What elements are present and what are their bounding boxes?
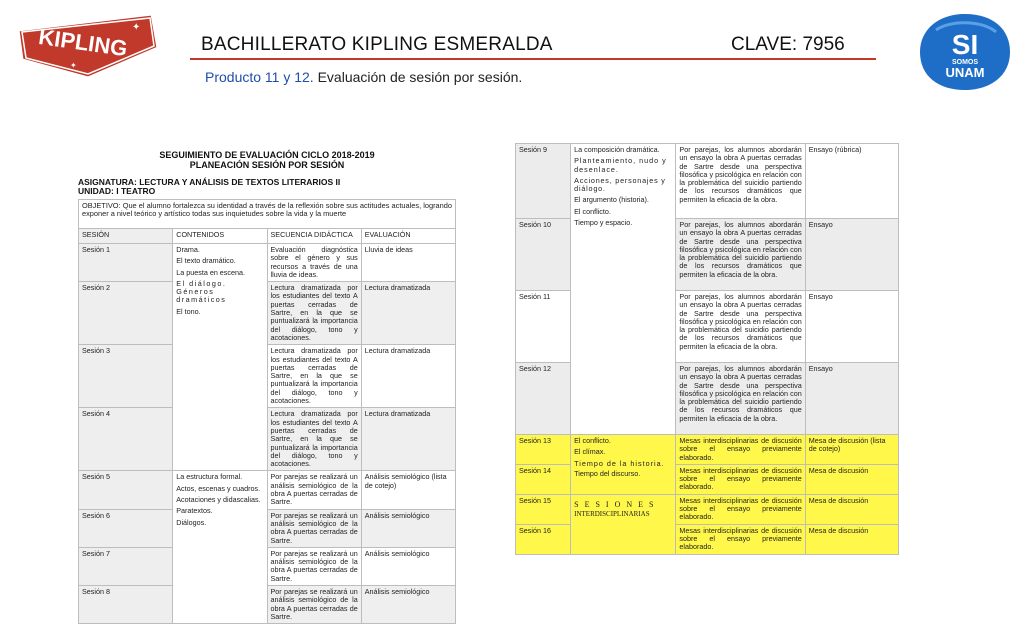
session-name: Sesión 1 [79, 244, 173, 282]
content-line: INTERDISCIPLINARIAS [574, 510, 650, 519]
product-subtitle [205, 69, 522, 85]
session-name: Sesión 10 [516, 219, 571, 291]
col-header-session: SESIÓN [79, 229, 173, 244]
content-line: La composición dramática. [574, 145, 660, 154]
sequence-cell: Por parejas, los alumnos abordarán un ensayo la obra A puertas cerradas de Sartre desde una perspectiva filosófica y psicológica en relación con la problemática del suicidio partiendo de los recursos dramáticos que permiten la eficacia de la obra. [676, 363, 805, 435]
planning-document-left [78, 150, 456, 624]
content-line: La estructura formal. [176, 472, 243, 482]
evaluation-cell: Análisis semiológico [361, 509, 455, 547]
content-line: Actos, escenas y cuadros. [176, 483, 261, 493]
sequence-cell: Lectura dramatizada por los estudiantes del texto A puertas cerradas de Sartre, en la que se puntualizará la importancia del diálogo, tono y acotaciones. [267, 408, 361, 471]
doc-unidad: UNIDAD: I TEATRO [78, 186, 156, 196]
evaluation-cell: Análisis semiológico [361, 547, 455, 585]
evaluation-cell: Lectura dramatizada [361, 408, 455, 471]
contents-cell [173, 471, 267, 624]
sessions-table-left [78, 199, 456, 624]
unam-logo-unam: UNAM [945, 65, 985, 80]
sequence-cell: Por parejas, los alumnos abordarán un ensayo la obra A puertas cerradas de Sartre desde una perspectiva filosófica y psicológica en relación con la problemática del suicidio partiendo de los recursos dramáticos que permiten la eficacia de la obra. [676, 144, 805, 219]
evaluation-cell: Ensayo (rúbrica) [805, 144, 898, 219]
session-name: Sesión 8 [79, 585, 173, 623]
col-header-contents: CONTENIDOS [173, 229, 267, 244]
content-line: El conflicto. [574, 436, 611, 445]
unam-logo-si: SI [951, 29, 979, 60]
evaluation-cell: Mesa de discusión [805, 464, 898, 494]
evaluation-cell: Ensayo [805, 363, 898, 435]
contents-cell [571, 494, 676, 554]
session-name: Sesión 4 [79, 408, 173, 471]
doc-title-2: PLANEACIÓN SESIÓN POR SESIÓN [189, 160, 345, 170]
evaluation-cell: Lluvia de ideas [361, 244, 455, 282]
doc-title-1: SEGUIMIENTO DE EVALUACIÓN CICLO 2018-2019 [159, 150, 375, 160]
doc-asignatura: ASIGNATURA: LECTURA Y ANÁLISIS DE TEXTOS LITERARIOS II [78, 177, 341, 187]
session-name: Sesión 6 [79, 509, 173, 547]
unam-logo-somos: SOMOS [951, 59, 979, 66]
unam-logo [916, 10, 1014, 94]
kipling-logo-text: KIPLING [37, 23, 129, 62]
product-description: Evaluación de sesión por sesión. [313, 69, 523, 85]
sequence-cell: Mesas interdisciplinarias de discusión sobre el ensayo previamente elaborado. [676, 494, 805, 524]
content-line: Diálogos. [176, 517, 207, 527]
content-line: El texto dramático. [176, 256, 236, 266]
session-name: Sesión 12 [516, 363, 571, 435]
content-line: El conflicto. [574, 206, 611, 216]
sequence-cell: Mesas interdisciplinarias de discusión sobre el ensayo previamente elaborado. [676, 464, 805, 494]
content-line: Drama. [176, 245, 200, 254]
sequence-cell: Lectura dramatizada por los estudiantes del texto A puertas cerradas de Sartre, en la que se puntualizará la importancia del diálogo, tono y acotaciones. [267, 282, 361, 345]
evaluation-cell: Mesa de discusión (lista de cotejo) [805, 435, 898, 465]
evaluation-cell: Lectura dramatizada [361, 345, 455, 408]
sequence-cell: Evaluación diagnóstica sobre el género y sus recursos a través de una lluvia de ideas. [267, 244, 361, 282]
evaluation-cell: Ensayo [805, 219, 898, 291]
session-name: Sesión 15 [516, 494, 571, 524]
session-name: Sesión 14 [516, 464, 571, 494]
col-header-sequence: SECUENCIA DIDÁCTICA [267, 229, 361, 244]
content-line: Tiempo de la historia. [574, 458, 665, 468]
evaluation-cell: Análisis semiológico [361, 585, 455, 623]
session-name: Sesión 11 [516, 291, 571, 363]
content-line: El diálogo. Géneros dramáticos [176, 278, 227, 305]
content-line: La puesta en escena. [176, 267, 245, 277]
sequence-cell: Por parejas se realizará un análisis semiológico de la obra A puertas cerradas de Sartre. [267, 547, 361, 585]
col-header-evaluation: EVALUACIÓN [361, 229, 455, 244]
evaluation-cell: Ensayo [805, 291, 898, 363]
header-divider [190, 58, 876, 60]
content-line: El argumento (historia). [574, 195, 649, 205]
content-line: Tiempo y espacio. [574, 218, 633, 228]
content-line: Tiempo del discurso. [574, 468, 641, 478]
sequence-cell: Por parejas se realizará un análisis semiológico de la obra A puertas cerradas de Sartre. [267, 509, 361, 547]
planning-document-right [515, 143, 899, 555]
sequence-cell: Por parejas, los alumnos abordarán un ensayo la obra A puertas cerradas de Sartre desde una perspectiva filosófica y psicológica en relación con la problemática del suicidio partiendo de los recursos dramáticos que permiten la eficacia de la obra. [676, 219, 805, 291]
evaluation-cell: Análisis semiológico (lista de cotejo) [361, 471, 455, 509]
evaluation-cell: Lectura dramatizada [361, 282, 455, 345]
session-name: Sesión 5 [79, 471, 173, 509]
contents-cell [173, 244, 267, 471]
svg-text:✦: ✦ [132, 22, 141, 33]
content-line: Acciones, personajes y diálogo. [574, 175, 666, 194]
content-line: Acotaciones y didascalias. [176, 495, 261, 505]
session-name: Sesión 2 [79, 282, 173, 345]
contents-cell [571, 144, 676, 435]
kipling-logo [12, 8, 162, 80]
school-code: CLAVE: 7956 [731, 34, 845, 55]
sequence-cell: Por parejas se realizará un análisis semiológico de la obra A puertas cerradas de Sartre. [267, 585, 361, 623]
content-line: S E S I O N E S [574, 499, 656, 509]
session-name: Sesión 16 [516, 524, 571, 554]
objective-cell: OBJETIVO: Que el alumno fortalezca su identidad a través de la reflexión sobre sus actitudes actuales, logrando exponer a nivel teórico y artístico todas sus inquietudes sobre la vida y la muerte [79, 200, 456, 229]
sequence-cell: Lectura dramatizada por los estudiantes del texto A puertas cerradas de Sartre, en la que se puntualizará la importancia del diálogo, tono y acotaciones. [267, 345, 361, 408]
session-name: Sesión 3 [79, 345, 173, 408]
svg-text:✦: ✦ [70, 61, 77, 70]
sequence-cell: Mesas interdisciplinarias de discusión sobre el ensayo previamente elaborado. [676, 524, 805, 554]
content-line: Planteamiento, nudo y desenlace. [574, 156, 667, 174]
sequence-cell: Por parejas, los alumnos abordarán un ensayo la obra A puertas cerradas de Sartre desde una perspectiva filosófica y psicológica en relación con la problemática del suicidio partiendo de los recursos dramáticos que permiten la eficacia de la obra. [676, 291, 805, 363]
evaluation-cell: Mesa de discusión [805, 524, 898, 554]
contents-cell [571, 435, 676, 495]
sequence-cell: Por parejas se realizará un análisis semiológico de la obra A puertas cerradas de Sartre. [267, 471, 361, 509]
evaluation-cell: Mesa de discusión [805, 494, 898, 524]
product-label: Producto 11 y 12. [205, 69, 314, 85]
session-name: Sesión 7 [79, 547, 173, 585]
content-line: Paratextos. [176, 506, 213, 516]
sessions-table-right [515, 143, 899, 555]
session-name: Sesión 9 [516, 144, 571, 219]
sequence-cell: Mesas interdisciplinarias de discusión sobre el ensayo previamente elaborado. [676, 435, 805, 465]
content-line: El clímax. [574, 447, 606, 457]
content-line: El tono. [176, 306, 201, 316]
page-title: BACHILLERATO KIPLING ESMERALDA [201, 34, 553, 55]
session-name: Sesión 13 [516, 435, 571, 465]
